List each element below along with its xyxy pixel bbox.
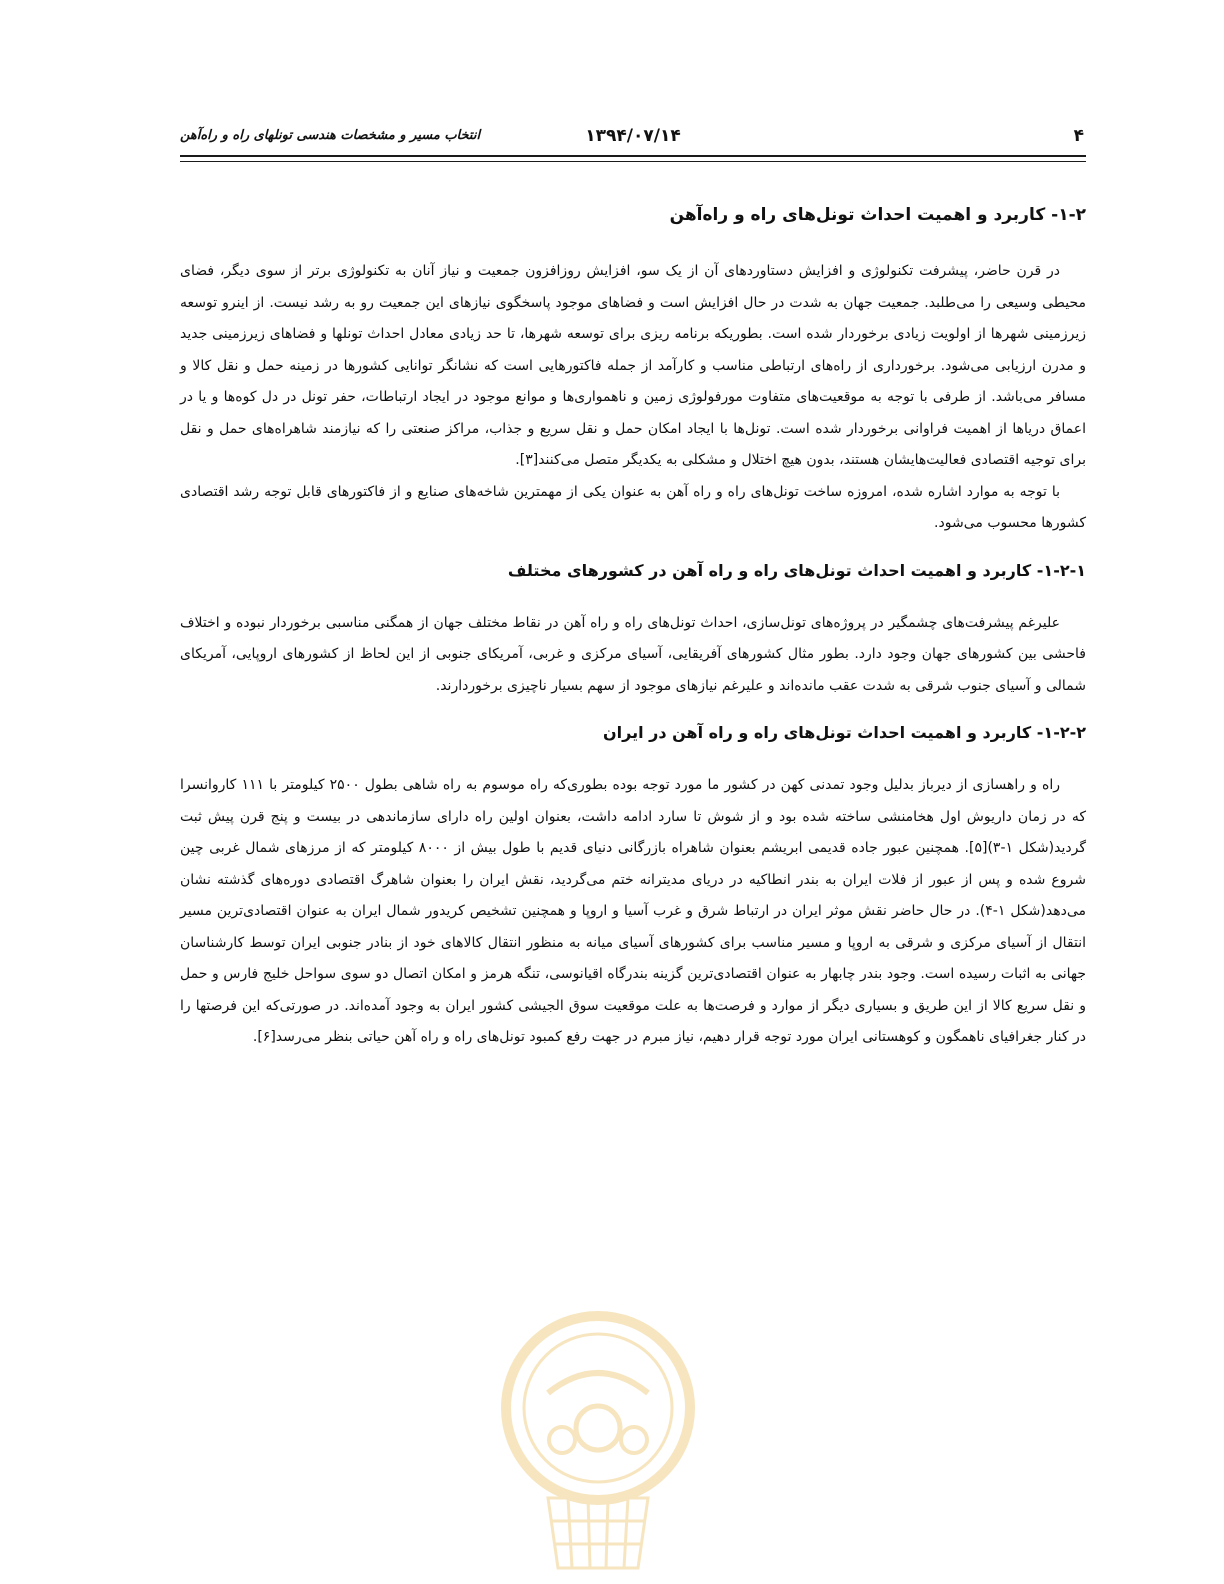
header-date: ۱۳۹۴/۰۷/۱۴ (585, 126, 681, 146)
page-body (180, 200, 1086, 1054)
paragraph: علیرغم پیشرفت‌های چشمگیر در پروژه‌های تونل‌سازی، احداث تونل‌های راه و راه آهن در نقاط مختلف جهان از همگنی مناسبی برخوردار نبوده و اختلاف فاحشی بین کشورهای جهان وجود دارد. بطور مثال کشورهای آفریقایی، آسیای مرکزی و غربی، آمریکای جنوبی از این لحاظ از کشورهای اروپایی، آمریکای شمالی و آسیای جنوب شرقی به شدت عقب مانده‌اند و علیرغم نیازهای موجود از سهم بسیار ناچیزی برخوردارند. (180, 614, 1086, 694)
paragraph: با توجه به موارد اشاره شده، امروزه ساخت تونل‌های راه و راه آهن به عنوان یکی از مهمترین شاخه‌های صنایع و از فاکتورهای قابل توجه رشد اقتصادی کشورها محسوب می‌شود. (180, 483, 1086, 531)
section-heading-1-2-1: ۱-۲-۱- کاربرد و اهمیت احداث تونل‌های راه و راه آهن در کشورهای مختلف (507, 560, 1086, 580)
paragraph: راه و راهسازی از دیرباز بدلیل وجود تمدنی کهن در کشور ما مورد توجه بوده بطوری‌که راه موسوم به راه شاهی بطول ۲۵۰۰ کیلومتر با ۱۱۱ کاروانسرا که در زمان داریوش اول هخامنشی ساخته شده بود و از شوش تا سارد ادامه داشت، بعنوان اولین راه دارای سازماندهی در بیست و پنج قرن پیش ثبت گردید(شکل ۱-۳)[۵]. همچنین عبور جاده قدیمی ابریشم بعنوان شاهراه بازرگانی دنیای قدیم با طول بیش از ۸۰۰۰ کیلومتر که از مرزهای شمال غربی چین شروع شده و پس از عبور از فلات ایران به بندر انطاکیه در دریای مدیترانه ختم می‌گردید، نقش ایران را بعنوان شاهرگ اقتصادی دوره‌های گذشته نشان می‌دهد(شکل ۱-۴). در حال حاضر نقش موثر ایران در ارتباط شرق و غرب آسیا و اروپا و همچنین تشخیص کریدور شمال ایران به عنوان اقتصادی‌ترین مسیر انتقال از آسیای مرکزی و شرقی به اروپا و مسیر مناسب برای کشورهای آسیای میانه به منظور انتقال کالاهای خود از بنادر جنوبی ایران توسط کارشناسان جهانی به اثبات رسیده است. وجود بندر چابهار به عنوان اقتصادی‌ترین گزینه بندرگاه اقیانوسی، تنگه هرمز و امکان اتصال دو سوی سواحل خلیج فارس و حمل و نقل سریع کالا از این طریق و بسیاری دیگر از موارد و فرصت‌ها به علت موقعیت سوق الجیشی کشور ایران به وجود آمده‌اند. در صورتی‌که این فرصتها را در کنار جغرافیای ناهمگون و کوهستانی ایران مورد توجه قرار دهیم، نیاز مبرم در جهت رفع کمبود تونل‌های راه و راه آهن حیاتی بنظر می‌رسد[۶]. (180, 777, 1086, 1045)
watermark-seal-logo (478, 1298, 718, 1584)
section-heading-1-2-2: ۱-۲-۲- کاربرد و اهمیت احداث تونل‌های راه و راه آهن در ایران (602, 723, 1086, 742)
running-title: انتخاب مسیر و مشخصات هندسی تونلهای راه و راه‌آهن (180, 128, 481, 143)
section-heading-1-2: ۱-۲- کاربرد و اهمیت احداث تونل‌های راه و راه‌آهن (669, 205, 1086, 225)
header-rule (180, 155, 1086, 162)
page-number: ۴ (1073, 126, 1084, 146)
page-header (180, 126, 1086, 154)
paragraph: در قرن حاضر، پیشرفت تکنولوژی و افزایش دستاوردهای آن از یک سو، افزایش روزافزون جمعیت و نیاز آنان به تکنولوژی برتر از سوی دیگر، فضای محیطی وسیعی را می‌طلبد. جمعیت جهان به شدت در حال افزایش است و فضاهای موجود پاسخگوی نیازهای این جمعیت رو به رشد نیست. از اینرو توسعه زیرزمینی شهرها از اولویت زیادی برخوردار شده است. بطوریکه برنامه ریزی برای توسعه شهرها، تا حد زیادی معادل احداث تونلها و فضاهای زیرزمینی جدید و مدرن ارزیابی می‌شود. برخورداری از راه‌های ارتباطی مناسب و کارآمد از جمله فاکتورهایی است که نشانگر توانایی کشورها در زمینه حمل و نقل کالا و مسافر می‌باشد. از طرفی با توجه به موقعیت‌های متفاوت مورفولوژی زمین و ناهمواری‌ها و موانع موجود در ایجاد ارتباطات، حفر تونل در دل کوه‌ها و یا در اعماق دریاها از اهمیت فراوانی برخوردار شده است. تونل‌ها با ایجاد امکان حمل و نقل سریع و جذاب، مراکز صنعتی را که نیازمند شاهراه‌های حمل و نقل برای توجیه اقتصادی فعالیت‌هایشان هستند، بدون هیچ اختلال و مشکلی به یکدیگر متصل می‌کنند[۳]. (180, 263, 1086, 468)
